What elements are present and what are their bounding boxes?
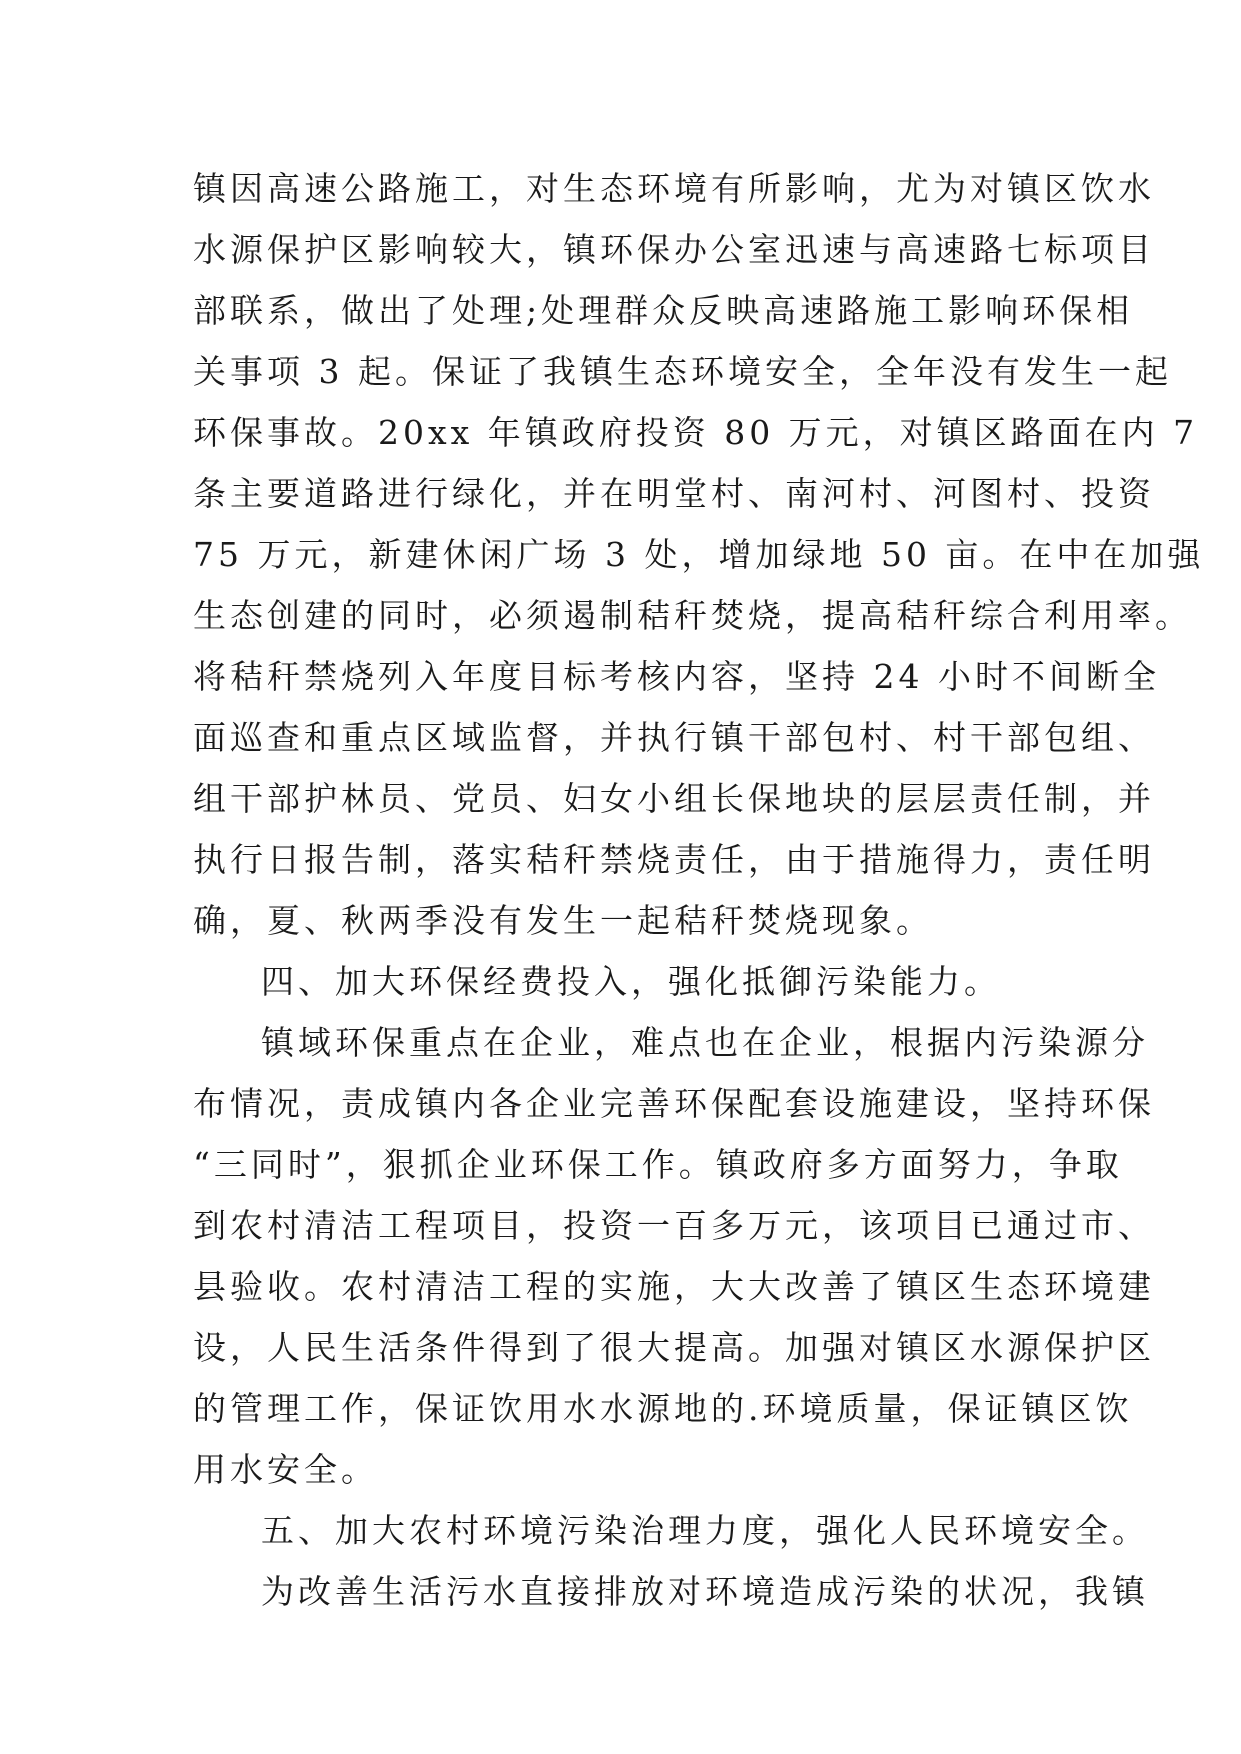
text-line: 面巡查和重点区域监督，并执行镇干部包村、村干部包组、	[193, 718, 1155, 757]
document-body	[193, 158, 1205, 1622]
text-line: 为改善生活污水直接排放对环境造成污染的状况，我镇	[261, 1572, 1149, 1611]
text-line: 条主要道路进行绿化，并在明堂村、南河村、河图村、投资	[193, 474, 1155, 513]
text-line: 到农村清洁工程项目，投资一百多万元，该项目已通过市、	[193, 1206, 1155, 1245]
text-line: 设，人民生活条件得到了很大提高。加强对镇区水源保护区	[193, 1328, 1155, 1367]
text-line: 部联系，做出了处理;处理群众反映高速路施工影响环保相	[193, 291, 1134, 330]
text-line: 将秸秆禁烧列入年度目标考核内容，坚持 24 小时不间断全	[193, 657, 1160, 696]
text-line: 布情况，责成镇内各企业完善环保配套设施建设，坚持环保	[193, 1084, 1155, 1123]
text-line: 用水安全。	[193, 1450, 378, 1489]
text-line: 县验收。农村清洁工程的实施，大大改善了镇区生态环境建	[193, 1267, 1155, 1306]
text-line: 生态创建的同时，必须遏制秸秆焚烧，提高秸秆综合利用率。	[193, 596, 1192, 635]
text-line: 关事项 3 起。保证了我镇生态环境安全，全年没有发生一起	[193, 352, 1172, 391]
section-heading-5: 五、加大农村环境污染治理力度，强化人民环境安全。	[261, 1511, 1149, 1550]
text-line: 的管理工作，保证饮用水水源地的.环境质量，保证镇区饮	[193, 1389, 1133, 1428]
text-line: 镇域环保重点在企业，难点也在企业，根据内污染源分	[261, 1023, 1149, 1062]
text-line: 环保事故。20xx 年镇政府投资 80 万元，对镇区路面在内 7	[193, 413, 1199, 452]
text-line: 组干部护林员、党员、妇女小组长保地块的层层责任制，并	[193, 779, 1155, 818]
text-line: 镇因高速公路施工，对生态环境有所影响，尤为对镇区饮水	[193, 169, 1155, 208]
text-line: 75 万元，新建休闲广场 3 处，增加绿地 50 亩。在中在加强	[193, 535, 1205, 574]
section-heading-4: 四、加大环保经费投入，强化抵御污染能力。	[261, 962, 1001, 1001]
text-line: 执行日报告制，落实秸秆禁烧责任，由于措施得力，责任明	[193, 840, 1155, 879]
text-line: 水源保护区影响较大，镇环保办公室迅速与高速路七标项目	[193, 230, 1155, 269]
text-line: 确，夏、秋两季没有发生一起秸秆焚烧现象。	[193, 901, 933, 940]
text-line: “三同时”，狠抓企业环保工作。镇政府多方面努力，争取	[193, 1145, 1123, 1184]
